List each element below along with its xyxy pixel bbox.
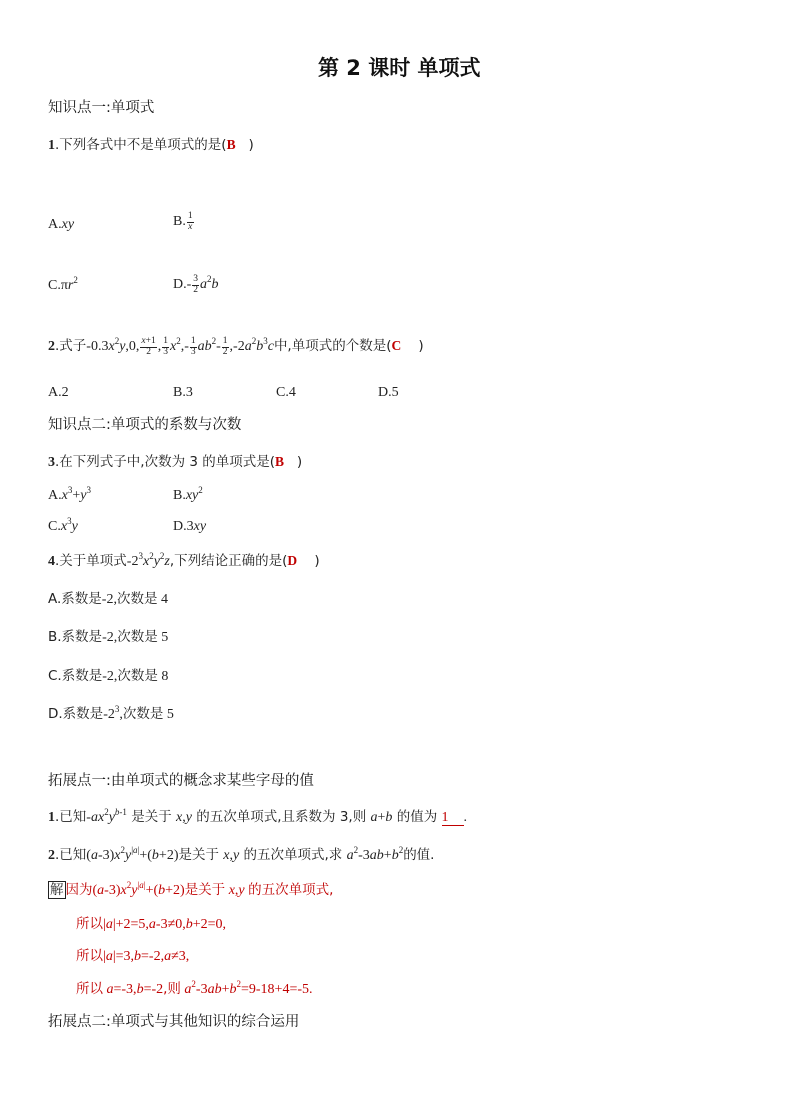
q2-option-b: B.3 <box>173 385 193 400</box>
q3-option-d: D.3xy <box>173 519 207 534</box>
question-text: 是关于 <box>178 847 219 863</box>
option-degree: 5 <box>166 707 174 722</box>
extension-question-2: 2.已知$(a-3)x^2y^{|a|}+(b+2)$是关于 x,y 的五次单项式,求 $a^2-3ab+b^2$的值. <box>48 845 435 863</box>
question-text: .下列各式中不是单项式的是( <box>55 137 227 153</box>
question-number: 3 <box>48 455 55 470</box>
q2-option-a: A.2 <box>48 385 69 400</box>
close-paren: ) <box>418 338 424 355</box>
answer-blank: 1 <box>442 811 464 826</box>
option-degree: 4 <box>160 592 168 607</box>
q4-option-b <box>48 631 168 645</box>
question-text: .已知 <box>55 809 87 825</box>
solution-line-4: 所以 a=-3,b=-2,则 $a^2-3ab+b^2=9-18+4=-5$. <box>76 979 313 997</box>
question-3 <box>48 455 302 470</box>
question-text: 的五次单项式,求 <box>243 847 343 863</box>
question-text: 是关于 <box>131 809 172 825</box>
q1-option-d: D.- $\frac{3}{2}$ $a^2b$ <box>173 274 219 295</box>
question-text: .在下列式子中,次数为 3 的单项式是( <box>55 454 276 470</box>
solution-text: ,则 <box>163 981 181 997</box>
close-paren: ) <box>248 137 254 153</box>
option-label: C.系数是 <box>48 668 103 684</box>
option-label: B. <box>173 488 186 503</box>
extension-question-1: 1.已知$-ax^2y^{b-1}$ 是关于 x,y 的五次单项式,且系数为 3,则 a+b 的值为 1 . <box>48 807 467 825</box>
question-text: 的值. <box>403 847 435 863</box>
answer-mark: C <box>391 338 402 354</box>
question-text: 的值为 <box>396 809 438 825</box>
option-label: D.系数是 <box>48 706 104 722</box>
question-number: 1 <box>48 138 55 153</box>
q3-option-c: $C.x^3y$ <box>48 516 78 534</box>
option-degree: 5 <box>161 630 169 645</box>
option-label: 次数是 <box>117 629 158 645</box>
option-label: D. <box>173 277 187 293</box>
solution-text: 所以 <box>76 948 103 964</box>
close-paren: ) <box>314 553 320 569</box>
page-title: 第 2 课时 单项式 <box>318 56 481 80</box>
solution-text: 所以 <box>76 981 103 997</box>
option-label: A. <box>48 488 62 503</box>
solution-line-1: 解 因为$(a-3)x^2y^{|a|}+(b+2)$是关于 x,y 的五次单项式, <box>50 880 334 898</box>
option-label: A.系数是 <box>48 591 102 607</box>
option-degree: 8 <box>161 669 169 684</box>
section-heading-1: 知识点一:单项式 <box>48 100 155 116</box>
q4-option-a <box>48 593 168 607</box>
solution-line-3: 所以|a|=3,b=-2,a≠3, <box>76 948 190 964</box>
question-1 <box>48 138 254 153</box>
close-paren: ) <box>296 454 303 470</box>
section-heading-2: 知识点二:单项式的系数与次数 <box>48 417 242 433</box>
question-number: 4 <box>48 554 55 569</box>
option-label: C. <box>48 278 61 293</box>
section-heading-3: 拓展点一:由单项式的概念求某些字母的值 <box>48 773 314 789</box>
q1-option-a: A.xy <box>48 217 75 232</box>
q2-option-c: C.4 <box>276 385 296 400</box>
option-value: -2 <box>103 707 115 722</box>
question-4: 4.关于单项式$-2^3x^2y^2z$,下列结论正确的是(D ) <box>48 551 320 569</box>
question-number: 2 <box>48 848 55 863</box>
question-text: 中,单项式的个数是( <box>273 338 392 355</box>
solution-text: 的五次单项式, <box>248 882 334 898</box>
option-value: -2, <box>102 669 118 684</box>
solution-label: 解 <box>50 882 64 898</box>
q2-option-d: D.5 <box>378 385 399 400</box>
q4-option-d: D.系数是$-2^3$,次数是 5 <box>48 704 174 722</box>
option-label: 次数是 <box>122 706 164 722</box>
answer-mark: B <box>275 454 285 469</box>
option-label: B.系数是 <box>48 629 103 645</box>
question-text: ,下列结论正确的是( <box>169 553 288 569</box>
answer-mark: B <box>226 137 236 152</box>
question-number: 1 <box>48 810 55 825</box>
solution-text: 因为 <box>65 882 93 898</box>
option-value: -2, <box>101 592 117 607</box>
option-label: A. <box>48 217 62 232</box>
option-label: 次数是 <box>117 668 158 684</box>
fraction: $\frac{3}{2}$ <box>193 274 199 295</box>
question-2: 2.式子$-0.3x^2y,0$, $\frac{x+1}{2}$ , $\frac{1}{3}$ $x^2,-$ $\frac{1}{3}$ $ab^2-$ $\frac{1}{2}$ $,-2a^2b^3c$中,单项式的个数是(C ) <box>48 336 424 357</box>
question-text: .式子 <box>55 338 87 355</box>
option-value: -2, <box>102 630 118 645</box>
question-text: .已知 <box>55 847 87 863</box>
fraction: $\frac{1}{x}$ <box>187 211 193 232</box>
q1-option-c: $C.\pi r^2$ <box>48 275 78 293</box>
solution-text: 所以 <box>76 916 103 932</box>
question-text: 的五次单项式,且系数为 3,则 <box>196 809 367 825</box>
solution-text: 是关于 <box>184 882 226 898</box>
option-label: B. <box>173 214 186 230</box>
q3-option-a: $A.x^3+y^3$ <box>48 485 91 503</box>
solution-line-2: 所以|a|+2=5,a-3≠0,b+2=0, <box>76 916 227 932</box>
q1-option-b <box>173 212 195 232</box>
option-label: C. <box>48 519 61 534</box>
q3-option-b: $B.xy^2$ <box>173 485 203 503</box>
option-label: 次数是 <box>116 591 158 607</box>
question-text: .关于单项式 <box>55 553 127 569</box>
answer-mark: D <box>287 553 298 568</box>
question-number: 2 <box>48 339 55 355</box>
option-label: D.3 <box>173 519 194 534</box>
q4-option-c <box>48 670 168 684</box>
section-heading-4: 拓展点二:单项式与其他知识的综合运用 <box>48 1014 300 1030</box>
